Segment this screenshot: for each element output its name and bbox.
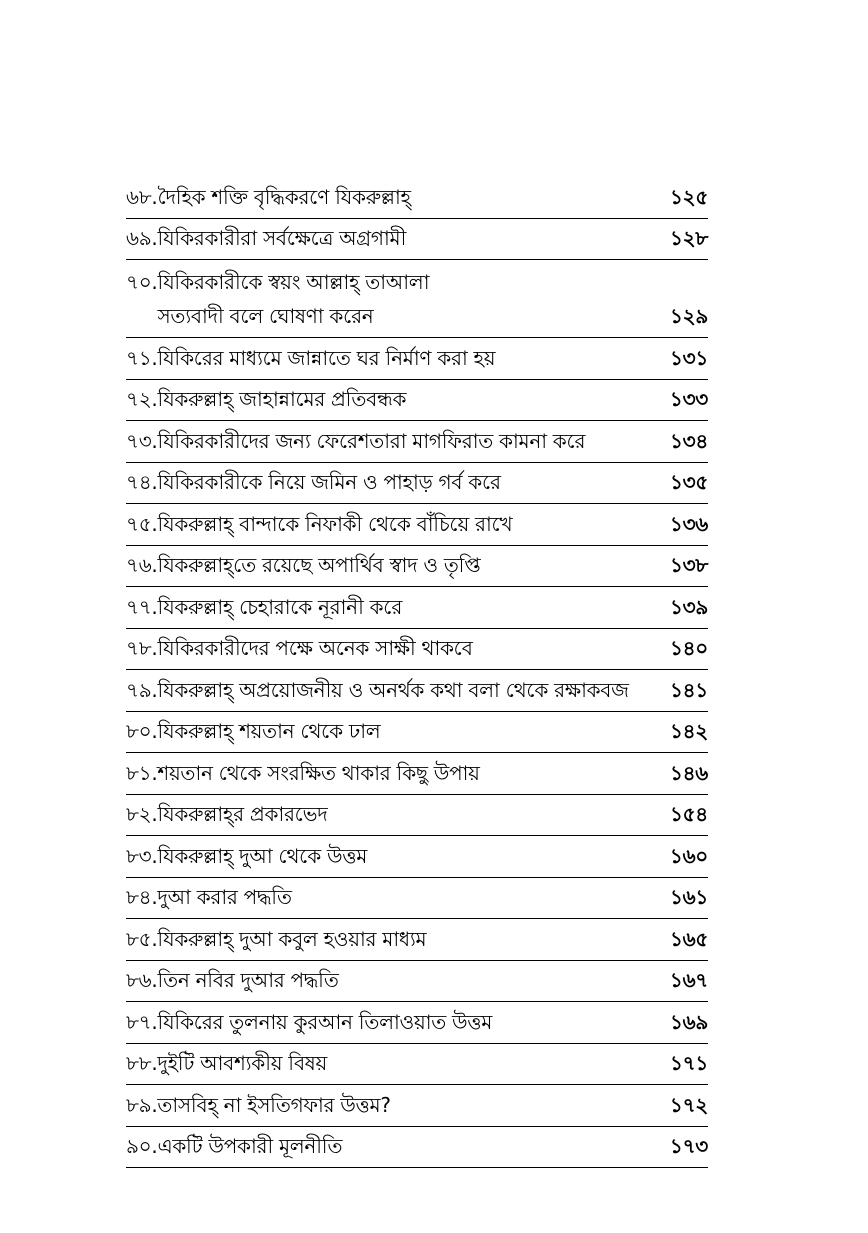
- entry-number: ৭৬.: [126, 553, 158, 577]
- entry-number: ৭৮.: [126, 636, 158, 660]
- toc-entry: [126, 504, 708, 546]
- entry-title: যিকরুল্লাহ্‌ বান্দাকে নিফাকী থেকে বাঁচিয়ে রাখে: [157, 511, 513, 536]
- toc-entry: [126, 219, 708, 261]
- entry-page: ১৫৪: [669, 802, 708, 826]
- entry-number: ৬৯.: [126, 226, 158, 250]
- toc-entry: [126, 712, 708, 754]
- entry-title: যিকিরকারীকে নিয়ে জমিন ও পাহাড় গর্ব করে: [157, 470, 501, 494]
- entry-page: ১৪০: [669, 636, 708, 660]
- toc-entry: [126, 338, 708, 380]
- entry-page: ১২৮: [669, 226, 708, 250]
- entry-title: যিকরুল্লাহ্‌ দুআ থেকে উত্তম: [157, 843, 368, 868]
- entry-number: ৮৮.: [126, 1051, 158, 1075]
- entry-title: যিকিরকারীদের জন্য ফেরেশতারা মাগফিরাত কামনা করে: [157, 428, 586, 453]
- entry-number: ৮১.: [126, 760, 158, 785]
- toc-entry: [126, 177, 708, 219]
- entry-number: ৮৬.: [126, 968, 158, 992]
- entry-number: ৭৯.: [126, 677, 158, 702]
- entry-page: ১৪৬: [669, 760, 708, 785]
- entry-title: যিকিরকারীরা সর্বক্ষেত্রে অগ্রগামী: [157, 226, 406, 250]
- entry-page: ১৬৭: [669, 968, 708, 992]
- entry-page: ১৪১: [669, 677, 708, 702]
- toc-entry: [126, 878, 708, 920]
- entry-title: যিকরুল্লাহ্‌ অপ্রয়োজনীয় ও অনর্থক কথা বলা থেকে রক্ষাকবজ: [157, 677, 629, 702]
- entry-page: ১২৯: [669, 304, 708, 328]
- entry-page: ১৪২: [669, 719, 708, 743]
- entry-title: যিকরুল্লাহ্‌ জাহান্নামের প্রতিবন্ধক: [157, 387, 407, 411]
- entry-page: ১৭২: [669, 1092, 708, 1117]
- entry-number: ৭৩.: [126, 428, 158, 453]
- entry-title: যিকরুল্লাহ্‌ শয়তান থেকে ঢাল: [157, 719, 381, 743]
- entry-number: ৭১.: [126, 345, 158, 370]
- entry-page: ১৩৪: [669, 428, 708, 453]
- entry-number: ৭৪.: [126, 470, 158, 494]
- entry-page: ১৬১: [669, 885, 708, 909]
- entry-title: যিকিরের তুলনায় কুরআন তিলাওয়াত উত্তম: [157, 1009, 493, 1034]
- toc-entry: [126, 380, 708, 422]
- entry-number: ৯০.: [126, 1134, 158, 1158]
- entry-page: ১৩৫: [669, 470, 708, 494]
- entry-page: ১৭৩: [669, 1134, 708, 1158]
- entry-title: যিকরুল্লাহ্‌তে রয়েছে অপার্থিব স্বাদ ও তৃপ্তি: [157, 553, 481, 577]
- entry-number: ৭০.: [126, 270, 158, 294]
- entry-title: একটি উপকারী মূলনীতি: [157, 1134, 343, 1158]
- entry-title: যিকরুল্লাহ্‌র প্রকারভেদ: [157, 802, 328, 826]
- toc-entry: [126, 587, 708, 629]
- entry-title: দুইটি আবশ্যকীয় বিষয়: [157, 1051, 328, 1075]
- entry-number: ৭৭.: [126, 594, 158, 619]
- entry-number: ৬৮.: [126, 184, 158, 209]
- entry-number: ৮৫.: [126, 926, 158, 951]
- entry-page: ১৩৩: [669, 387, 708, 411]
- toc-entry: [126, 260, 708, 338]
- entry-number: ৭৫.: [126, 511, 158, 536]
- entry-number: ৮৭.: [126, 1009, 158, 1034]
- entry-title: দুআ করার পদ্ধতি: [157, 885, 292, 909]
- entry-title: তিন নবির দুআর পদ্ধতি: [157, 968, 339, 992]
- table-of-contents: [126, 177, 708, 1168]
- toc-entry: [126, 753, 708, 795]
- entry-number: ৮২.: [126, 802, 158, 826]
- entry-number: ৮০.: [126, 719, 158, 743]
- entry-number: ৭২.: [126, 387, 158, 411]
- entry-title: যিকরুল্লাহ্‌ চেহারাকে নূরানী করে: [157, 594, 403, 619]
- entry-title: শয়তান থেকে সংরক্ষিত থাকার কিছু উপায়: [157, 760, 480, 785]
- entry-page: ১৬০: [669, 843, 708, 868]
- toc-entry: [126, 1127, 708, 1169]
- entry-page: ১৩১: [669, 345, 708, 370]
- entry-number: ৮৯.: [126, 1092, 158, 1117]
- entry-number: ৮৪.: [126, 885, 158, 909]
- entry-number: ৮৩.: [126, 843, 158, 868]
- entry-page: ১৩৮: [669, 553, 708, 577]
- toc-entry: [126, 919, 708, 961]
- entry-page: ১৩৯: [669, 594, 708, 619]
- toc-entry: [126, 463, 708, 505]
- entry-page: ১২৫: [669, 184, 708, 209]
- entry-title: দৈহিক শক্তি বৃদ্ধিকরণে যিকরুল্লাহ্‌: [157, 184, 411, 209]
- entry-page: ১৭১: [669, 1051, 708, 1075]
- toc-entry: [126, 1044, 708, 1086]
- toc-entry: [126, 1002, 708, 1044]
- entry-title: যিকিরকারীকে স্বয়ং আল্লাহ্‌ তাআলা সত্যবাদী বলে ঘোষণা করেন: [157, 270, 430, 328]
- entry-page: ১৬৫: [669, 926, 708, 951]
- entry-title: যিকরুল্লাহ্‌ দুআ কবুল হওয়ার মাধ্যম: [157, 926, 427, 951]
- toc-entry: [126, 421, 708, 463]
- toc-entry: [126, 795, 708, 837]
- entry-title: যিকিরকারীদের পক্ষে অনেক সাক্ষী থাকবে: [157, 636, 473, 660]
- toc-entry: [126, 1085, 708, 1127]
- toc-entry: [126, 546, 708, 588]
- toc-entry: [126, 961, 708, 1003]
- toc-entry: [126, 629, 708, 671]
- entry-title: যিকিরের মাধ্যমে জান্নাতে ঘর নির্মাণ করা হয়: [157, 345, 496, 370]
- entry-page: ১৬৯: [669, 1009, 708, 1034]
- toc-entry: [126, 670, 708, 712]
- toc-entry: [126, 836, 708, 878]
- entry-title: তাসবিহ্‌ না ইসতিগফার উত্তম?: [157, 1092, 391, 1117]
- entry-page: ১৩৬: [669, 511, 708, 536]
